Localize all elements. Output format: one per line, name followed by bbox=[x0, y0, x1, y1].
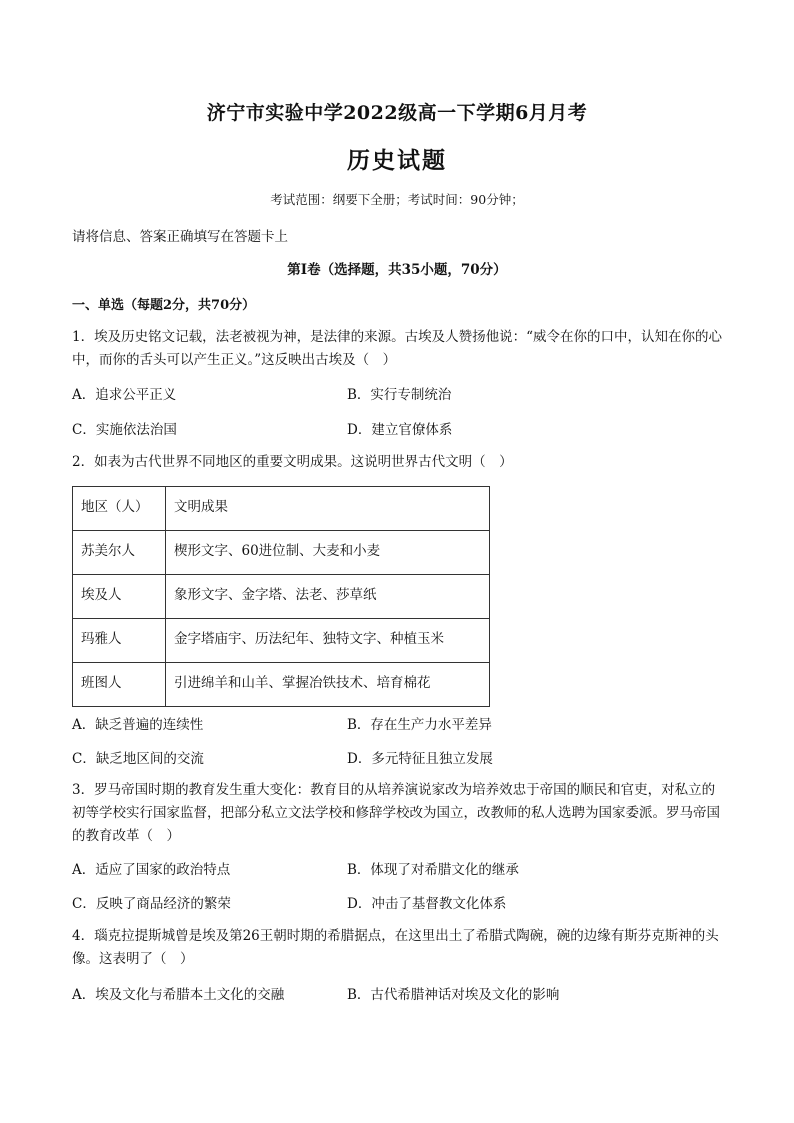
question-1-option-a: A．追求公平正义 bbox=[72, 387, 177, 403]
question-1-stem: 1．埃及历史铭文记载，法老被视为神，是法律的来源。古埃及人赞扬他说：“威令在你的口中，认知在你的心中，而你的舌头可以产生正义。”这反映出古埃及（ ） bbox=[72, 329, 722, 368]
question-2-option-d: D．多元特征且独立发展 bbox=[347, 751, 493, 767]
table-row bbox=[73, 663, 490, 707]
exam-title: 济宁市实验中学2022级高一下学期6月月考 bbox=[206, 102, 588, 124]
table-header-row bbox=[73, 487, 490, 531]
part-title: 一、单选（每题2分，共70分） bbox=[72, 298, 256, 313]
table-cell-region: 苏美尔人 bbox=[73, 531, 166, 575]
table-row bbox=[73, 575, 490, 619]
table-header-cell: 地区（人） bbox=[73, 487, 166, 531]
question-3-stem: 3．罗马帝国时期的教育发生重大变化：教育目的从培养演说家改为培养效忠于帝国的顺民和官吏，对私立的初等学校实行国家监督，把部分私立文法学校和修辞学校改为国立，改教师的私人选聘为国家委派。罗马帝国的教育改革（ ） bbox=[72, 782, 720, 844]
question-2-option-a: A．缺乏普遍的连续性 bbox=[72, 717, 204, 733]
table-cell-region: 埃及人 bbox=[73, 575, 166, 619]
question-3-option-c: C．反映了商品经济的繁荣 bbox=[72, 896, 231, 912]
exam-info: 考试范围：纲要下全册；考试时间：90分钟； bbox=[270, 192, 524, 207]
section-title: 第Ⅰ卷（选择题，共35小题，70分） bbox=[287, 262, 507, 278]
table-cell-achievement: 楔形文字、60进位制、大麦和小麦 bbox=[166, 531, 490, 575]
table-cell-achievement: 金字塔庙宇、历法纪年、独特文字、种植玉米 bbox=[166, 619, 490, 663]
question-3-option-d: D．冲击了基督教文化体系 bbox=[347, 896, 507, 912]
question-1-option-d: D．建立官僚体系 bbox=[347, 422, 453, 438]
question-2-stem: 2．如表为古代世界不同地区的重要文明成果。这说明世界古代文明（ ） bbox=[72, 454, 513, 470]
question-1-option-b: B．实行专制统治 bbox=[347, 387, 452, 403]
civilization-table bbox=[72, 486, 490, 707]
exam-instruction: 请将信息、答案正确填写在答题卡上 bbox=[72, 229, 288, 245]
question-2-option-c: C．缺乏地区间的交流 bbox=[72, 751, 204, 767]
question-1-option-c: C．实施依法治国 bbox=[72, 422, 177, 438]
question-2-option-b: B．存在生产力水平差异 bbox=[347, 717, 492, 733]
question-3-option-a: A．适应了国家的政治特点 bbox=[72, 862, 231, 878]
table-row bbox=[73, 619, 490, 663]
table-cell-region: 班图人 bbox=[73, 663, 166, 707]
table-row bbox=[73, 531, 490, 575]
exam-subject-title: 历史试题 bbox=[347, 147, 447, 174]
question-3-option-b: B．体现了对希腊文化的继承 bbox=[347, 862, 519, 878]
table-cell-achievement: 引进绵羊和山羊、掌握冶铁技术、培育棉花 bbox=[166, 663, 490, 707]
question-4-option-b: B．古代希腊神话对埃及文化的影响 bbox=[347, 987, 560, 1003]
table-header-cell: 文明成果 bbox=[166, 487, 490, 531]
table-cell-achievement: 象形文字、金字塔、法老、莎草纸 bbox=[166, 575, 490, 619]
question-4-stem: 4．瑙克拉提斯城曾是埃及第26王朝时期的希腊据点，在这里出土了希腊式陶碗，碗的边缘有斯芬克斯神的头像。这表明了（ ） bbox=[72, 928, 719, 967]
table-cell-region: 玛雅人 bbox=[73, 619, 166, 663]
question-4-option-a: A．埃及文化与希腊本土文化的交融 bbox=[72, 987, 285, 1003]
